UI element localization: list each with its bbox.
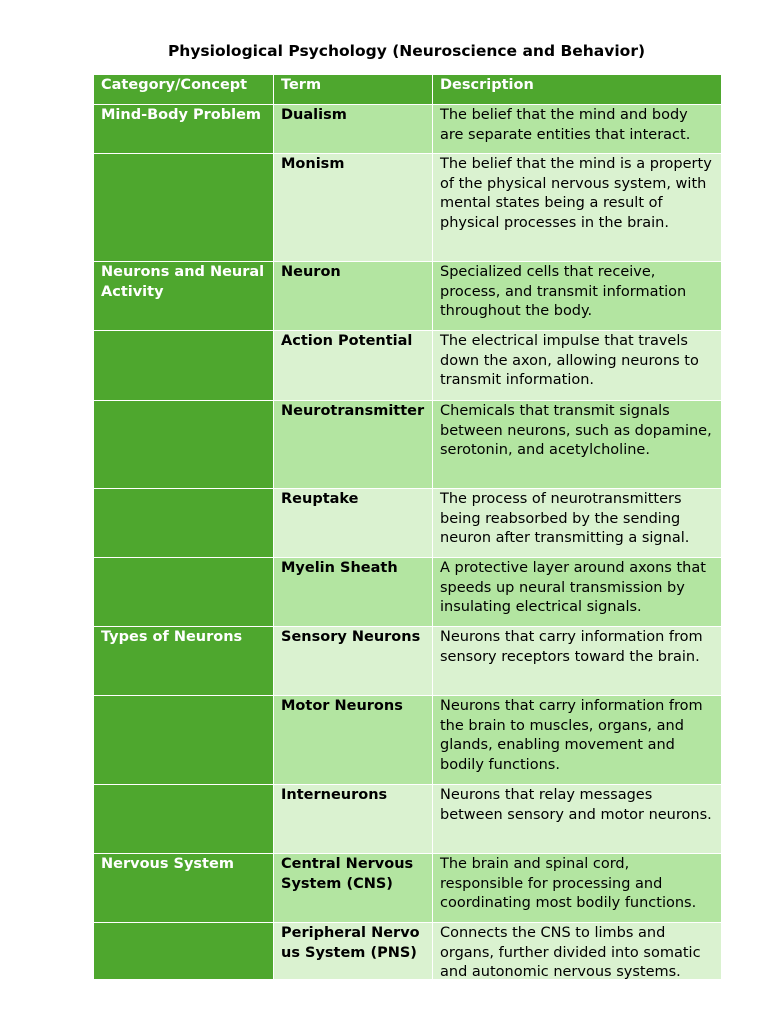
description-cell: The process of neurotransmitters being reabsorbed by the sending neuron after transmitting a signal. [433, 489, 722, 558]
description-cell: Connects the CNS to limbs and organs, further divided into somatic and autonomic nervous systems. [433, 923, 722, 980]
category-cell: Mind-Body Problem [94, 105, 274, 154]
category-cell: Neurons and Neural Activity [94, 262, 274, 331]
concept-table-container [93, 74, 721, 979]
category-cell: Types of Neurons [94, 627, 274, 696]
header-term: Term [274, 75, 433, 105]
table-row [94, 627, 722, 696]
description-cell: Neurons that carry information from the brain to muscles, organs, and glands, enabling movement and bodily functions. [433, 696, 722, 785]
term-cell: Reuptake [274, 489, 433, 558]
table-row [94, 262, 722, 331]
description-cell: Chemicals that transmit signals between neurons, such as dopamine, serotonin, and acetylcholine. [433, 401, 722, 489]
header-description: Description [433, 75, 722, 105]
table-row [94, 489, 722, 558]
category-cell [94, 696, 274, 785]
table-row [94, 331, 722, 401]
term-cell: Central Nervous System (CNS) [274, 854, 433, 923]
table-row [94, 923, 722, 980]
term-cell: Dualism [274, 105, 433, 154]
description-cell: A protective layer around axons that speeds up neural transmission by insulating electrical signals. [433, 558, 722, 627]
category-cell [94, 923, 274, 980]
description-cell: The brain and spinal cord, responsible for processing and coordinating most bodily functions. [433, 854, 722, 923]
term-cell: Action Potential [274, 331, 433, 401]
description-cell: Specialized cells that receive, process, and transmit information throughout the body. [433, 262, 722, 331]
category-cell: Nervous System [94, 854, 274, 923]
table-row [94, 558, 722, 627]
page-title: Physiological Psychology (Neuroscience and Behavior) [167, 42, 646, 60]
category-cell [94, 154, 274, 262]
term-cell: Sensory Neurons [274, 627, 433, 696]
term-cell: Neurotransmitter [274, 401, 433, 489]
concept-table [93, 74, 721, 979]
table-header-row [94, 75, 722, 105]
table-row [94, 785, 722, 854]
term-cell: Interneurons [274, 785, 433, 854]
table-row [94, 154, 722, 262]
term-cell: Peripheral Nervous System (PNS) [274, 923, 433, 980]
table-row [94, 854, 722, 923]
term-cell: Neuron [274, 262, 433, 331]
term-cell: Motor Neurons [274, 696, 433, 785]
description-cell: Neurons that carry information from sensory receptors toward the brain. [433, 627, 722, 696]
category-cell [94, 489, 274, 558]
description-cell: The electrical impulse that travels down the axon, allowing neurons to transmit information. [433, 331, 722, 401]
table-row [94, 105, 722, 154]
term-cell: Monism [274, 154, 433, 262]
description-cell: Neurons that relay messages between sensory and motor neurons. [433, 785, 722, 854]
table-row [94, 401, 722, 489]
table-row [94, 696, 722, 785]
description-cell: The belief that the mind and body are separate entities that interact. [433, 105, 722, 154]
category-cell [94, 401, 274, 489]
category-cell [94, 558, 274, 627]
description-cell: The belief that the mind is a property of the physical nervous system, with mental states being a result of physical processes in the brain. [433, 154, 722, 262]
category-cell [94, 331, 274, 401]
term-cell: Myelin Sheath [274, 558, 433, 627]
category-cell [94, 785, 274, 854]
header-category: Category/Concept [94, 75, 274, 105]
